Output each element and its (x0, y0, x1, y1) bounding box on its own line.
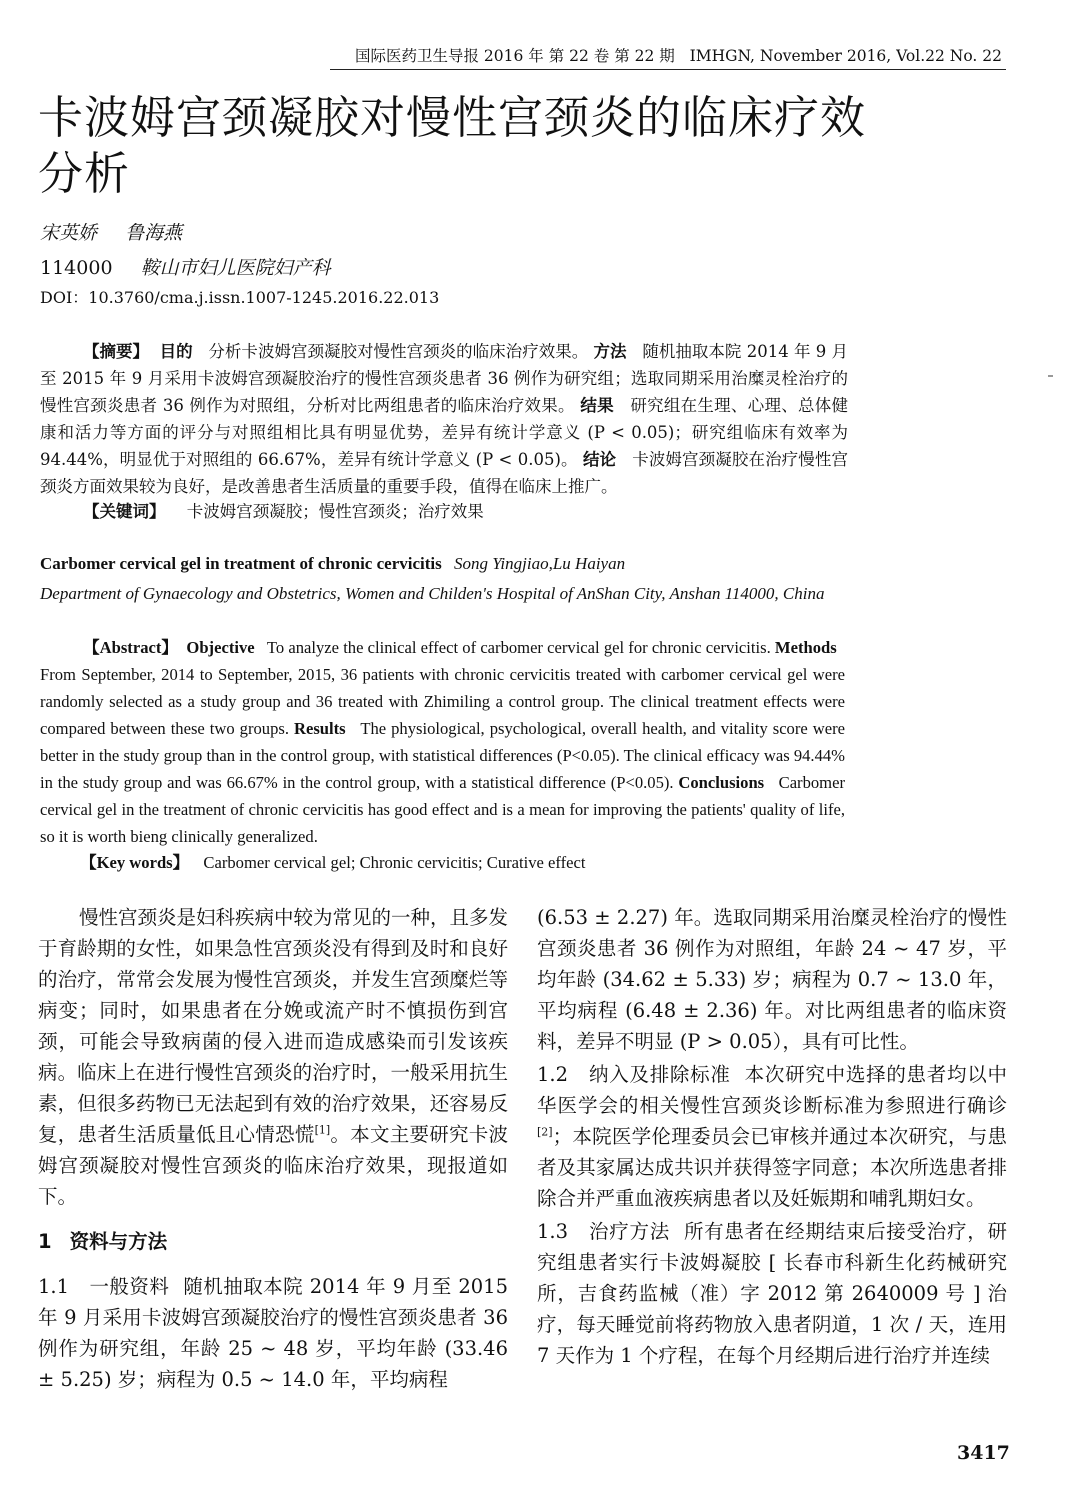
methods-text: 随机抽取本院 2014 年 9 月至 2015 年 9 月采用卡波姆宫颈凝胶治疗的慢性宫颈炎患者 36 例作为研究组；选取同期采用治糜灵栓治疗的慢性宫颈炎患者 36 例作为对照组，分析对比两组患者的临床治疗效果。 (40, 342, 848, 415)
subsection-1-3 (537, 1216, 1007, 1371)
body-column-right (537, 902, 1007, 1371)
authors (40, 218, 182, 245)
subsection-text: ；本院医学伦理委员会已审核并通过本次研究，与患者及其家属达成共识并获得签字同意；本次所选患者排除合并严重血液疾病患者以及妊娠期和哺乳期妇女。 (537, 1125, 1007, 1210)
keywords-label: 【Key words】 (80, 853, 190, 872)
english-affiliation: Department of Gynaecology and Obstetrics, Women and Childen's Hospital of AnShan City, Anshan 114000, China (40, 584, 825, 603)
abstract-chinese (40, 338, 848, 500)
abstract-english (40, 634, 845, 850)
affiliation (40, 253, 331, 280)
keywords-english (80, 849, 586, 873)
section-heading (38, 1226, 508, 1257)
postal-code: 114000 (40, 257, 113, 279)
header-rule (330, 69, 1006, 70)
intro-text: 慢性宫颈炎是妇科疾病中较为常见的一种，且多发于育龄期的女性，如果急性宫颈炎没有得到及时和良好的治疗，常常会发展为慢性宫颈炎，并发生宫颈糜烂等病变；同时，如果患者在分娩或流产时不慎损伤到宫颈，可能会导致病菌的侵入进而造成感染而引发该疾病。临床上在进行慢性宫颈炎的治疗时，一般采用抗生素，但很多药物已无法起到有效的治疗效果，还容易反复，患者生活质量低且心情恐慌 (38, 906, 509, 1146)
subsection-1-2 (537, 1059, 1007, 1214)
english-title-line (40, 554, 860, 574)
abstract-label: 【摘要】 (83, 342, 150, 361)
methods-label: Methods (774, 638, 837, 657)
english-title: Carbomer cervical gel in treatment of chronic cervicitis (40, 554, 442, 573)
author-name: 宋英娇 (40, 222, 98, 244)
keywords-text: Carbomer cervical gel; Chronic cervicitis; Curative effect (203, 853, 586, 872)
results-label: Results (294, 719, 346, 738)
citation-ref: [2] (537, 1125, 553, 1139)
conclusion-label: 结论 (582, 450, 617, 469)
subsection-label: 1.1 一般资料 (38, 1275, 170, 1298)
scan-speck (1048, 375, 1053, 377)
subsection-1-1 (38, 1271, 508, 1395)
methods-text: From September, 2014 to September, 2015, 36 patients with chronic cervicitis treated with carbomer cervical gel were randomly selected as a study group and 36 treated with Zhimiling a control group. The clinical treatment effects were compared between these two groups. (40, 665, 845, 738)
results-text: 研究组在生理、心理、总体健康和活力等方面的评分与对照组相比具有明显优势，差异有统计学意义 (P < 0.05)；研究组临床有效率为 94.44%，明显优于对照组的 66.67%，差异有统计学意义 (P < 0.05)。 (40, 396, 848, 469)
objective-label: Objective (186, 638, 255, 657)
article-title (38, 90, 898, 202)
subsection-1-1-continued: (6.53 ± 2.27) 年。选取同期采用治糜灵栓治疗的慢性宫颈炎患者 36 例作为对照组，年龄 24 ~ 47 岁，平均年龄 (34.62 ± 5.33) 岁；病程为 0.7 ~ 13.0 年，平均病程 (6.48 ± 2.36) 年。对比两组患者的临床资料，差异不明显 (P > 0.05），具有可比性。 (537, 906, 1007, 1053)
author-name: 鲁海燕 (125, 222, 183, 244)
body-column-left (38, 902, 508, 1395)
subsection-text: 所有患者在经期结束后接受治疗，研究组患者实行卡波姆凝胶 [ 长春市科新生化药械研究所，吉食药监械（准）字 2012 第 2640009 号 ] 治疗，每天睡觉前将药物放入患者阴道，1 次 / 天，连用 7 天作为 1 个疗程，在每个月经期后进行治疗并连续 (537, 1220, 1007, 1367)
doi: DOI：10.3760/cma.j.issn.1007-1245.2016.22.013 (40, 288, 440, 307)
results-label: 结果 (580, 396, 614, 415)
objective-text: 分析卡波姆宫颈凝胶对慢性宫颈炎的临床治疗效果。 (208, 342, 589, 361)
keywords-label: 【关键词】 (83, 502, 166, 521)
section-title: 资料与方法 (69, 1230, 168, 1253)
journal-issue-cn: 国际医药卫生导报 2016 年 第 22 卷 第 22 期 (354, 47, 675, 65)
page-number: 3417 (957, 1442, 1010, 1464)
section-number: 1 (38, 1230, 52, 1253)
conclusions-text: Carbomer cervical gel in the treatment of chronic cervicitis has good effect and is a mean for improving the patients' quality of life, so it is worth bieng clinically generalized. (40, 773, 845, 846)
results-text: The physiological, psychological, overall health, and vitality score were better in the study group than in the control group, with statistical differences (P<0.05). The clinical efficacy was 94.44% in the study group and was 66.67% in the control group, with a statistical difference (P<0.05). (40, 719, 845, 792)
keywords-chinese (83, 498, 484, 522)
subsection-text: 本次研究中选择的患者均以中华医学会的相关慢性宫颈炎诊断标准为参照进行确诊 (537, 1063, 1007, 1117)
methods-label: 方法 (593, 342, 627, 361)
title-line-2: 分析 (38, 147, 131, 200)
journal-issue-en: IMHGN, November 2016, Vol.22 No. 22 (689, 47, 1002, 65)
conclusions-label: Conclusions (678, 773, 765, 792)
title-line-1: 卡波姆宫颈凝胶对慢性宫颈炎的临床疗效 (38, 91, 867, 144)
objective-text: To analyze the clinical effect of carbomer cervical gel for chronic cervicitis. (266, 638, 771, 657)
keywords-text: 卡波姆宫颈凝胶；慢性宫颈炎；治疗效果 (186, 502, 484, 521)
intro-paragraph (38, 902, 508, 1212)
intro-text-end: 。本文主要研究卡波姆宫颈凝胶对慢性宫颈炎的临床治疗效果，现报道如下。 (38, 1123, 508, 1208)
institution: 鞍山市妇儿医院妇产科 (140, 257, 331, 279)
citation-ref: [1] (314, 1123, 331, 1137)
objective-label: 目的 (159, 342, 193, 361)
conclusion-text: 卡波姆宫颈凝胶在治疗慢性宫颈炎方面效果较为良好，是改善患者生活质量的重要手段，值得在临床上推广。 (40, 450, 848, 496)
subsection-label: 1.3 治疗方法 (537, 1220, 670, 1243)
subsection-label: 1.2 纳入及排除标准 (537, 1063, 731, 1086)
abstract-label: 【Abstract】 (83, 638, 179, 657)
english-authors: Song Yingjiao,Lu Haiyan (453, 554, 626, 573)
journal-header (330, 44, 1002, 66)
subsection-text: 随机抽取本院 2014 年 9 月至 2015 年 9 月采用卡波姆宫颈凝胶治疗的慢性宫颈炎患者 36 例作为研究组，年龄 25 ~ 48 岁，平均年龄 (33.46 ± 5.25) 岁；病程为 0.5 ~ 14.0 年，平均病程 (38, 1275, 508, 1391)
